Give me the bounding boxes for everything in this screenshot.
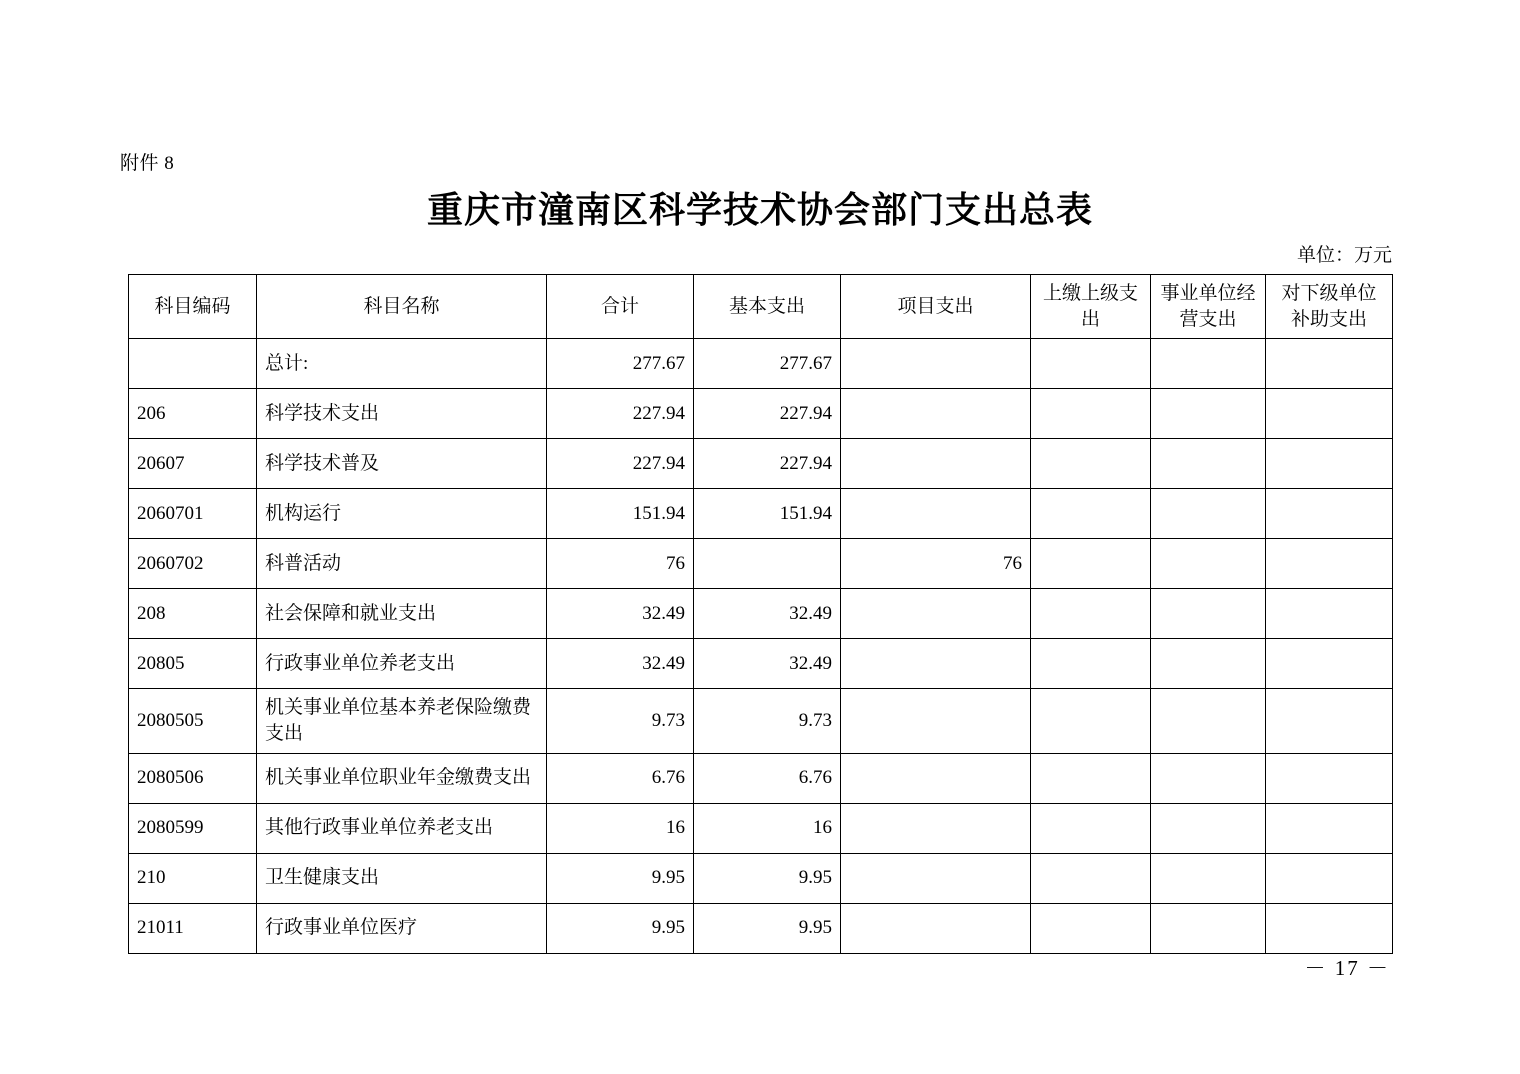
header-subject-code: 科目编码 bbox=[129, 275, 257, 339]
cell-basic-expenditure: 9.95 bbox=[694, 853, 841, 903]
cell-basic-expenditure: 151.94 bbox=[694, 489, 841, 539]
cell-basic-expenditure: 16 bbox=[694, 803, 841, 853]
cell-subsidy-lower-level bbox=[1266, 689, 1393, 753]
table-row bbox=[129, 489, 1393, 539]
cell-upper-level-payment bbox=[1031, 439, 1151, 489]
cell-subject-name: 科学技术支出 bbox=[257, 389, 547, 439]
cell-subject-name: 机关事业单位职业年金缴费支出 bbox=[257, 753, 547, 803]
cell-subsidy-lower-level bbox=[1266, 589, 1393, 639]
cell-upper-level-payment bbox=[1031, 689, 1151, 753]
header-upper-level-payment: 上缴上级支出 bbox=[1031, 275, 1151, 339]
cell-upper-level-payment bbox=[1031, 339, 1151, 389]
cell-total: 6.76 bbox=[547, 753, 694, 803]
cell-subsidy-lower-level bbox=[1266, 439, 1393, 489]
cell-project-expenditure bbox=[841, 639, 1031, 689]
cell-total: 227.94 bbox=[547, 389, 694, 439]
header-basic-expenditure: 基本支出 bbox=[694, 275, 841, 339]
cell-subject-code: 2060702 bbox=[129, 539, 257, 589]
cell-subject-code: 20805 bbox=[129, 639, 257, 689]
cell-business-operation bbox=[1151, 439, 1266, 489]
attachment-label: 附件 8 bbox=[120, 153, 175, 174]
cell-subject-name: 其他行政事业单位养老支出 bbox=[257, 803, 547, 853]
cell-upper-level-payment bbox=[1031, 853, 1151, 903]
table-row bbox=[129, 589, 1393, 639]
header-project-expenditure: 项目支出 bbox=[841, 275, 1031, 339]
cell-total: 151.94 bbox=[547, 489, 694, 539]
cell-upper-level-payment bbox=[1031, 903, 1151, 953]
cell-subject-code: 206 bbox=[129, 389, 257, 439]
unit-label: 单位：万元 bbox=[1296, 245, 1392, 266]
cell-total: 32.49 bbox=[547, 589, 694, 639]
cell-business-operation bbox=[1151, 853, 1266, 903]
cell-subject-code: 2060701 bbox=[129, 489, 257, 539]
cell-subsidy-lower-level bbox=[1266, 389, 1393, 439]
header-business-operation: 事业单位经营支出 bbox=[1151, 275, 1266, 339]
header-total: 合计 bbox=[547, 275, 694, 339]
cell-total: 9.73 bbox=[547, 689, 694, 753]
cell-total: 277.67 bbox=[547, 339, 694, 389]
cell-business-operation bbox=[1151, 589, 1266, 639]
cell-subsidy-lower-level bbox=[1266, 803, 1393, 853]
cell-total: 9.95 bbox=[547, 853, 694, 903]
cell-subject-code: 21011 bbox=[129, 903, 257, 953]
cell-basic-expenditure: 227.94 bbox=[694, 389, 841, 439]
table-header-row bbox=[129, 275, 1393, 339]
cell-subject-code: 208 bbox=[129, 589, 257, 639]
table-row bbox=[129, 639, 1393, 689]
cell-subject-code: 210 bbox=[129, 853, 257, 903]
cell-subject-code: 2080599 bbox=[129, 803, 257, 853]
cell-upper-level-payment bbox=[1031, 389, 1151, 439]
cell-subsidy-lower-level bbox=[1266, 539, 1393, 589]
table-row bbox=[129, 853, 1393, 903]
cell-business-operation bbox=[1151, 389, 1266, 439]
cell-total: 227.94 bbox=[547, 439, 694, 489]
cell-project-expenditure bbox=[841, 803, 1031, 853]
table-row bbox=[129, 439, 1393, 489]
cell-total: 32.49 bbox=[547, 639, 694, 689]
page-title: 重庆市潼南区科学技术协会部门支出总表 bbox=[426, 190, 1093, 230]
table-row bbox=[129, 753, 1393, 803]
table-row bbox=[129, 389, 1393, 439]
table-row bbox=[129, 539, 1393, 589]
cell-project-expenditure bbox=[841, 689, 1031, 753]
cell-subsidy-lower-level bbox=[1266, 489, 1393, 539]
cell-upper-level-payment bbox=[1031, 639, 1151, 689]
cell-basic-expenditure: 9.95 bbox=[694, 903, 841, 953]
cell-total: 9.95 bbox=[547, 903, 694, 953]
cell-total: 16 bbox=[547, 803, 694, 853]
table-body bbox=[129, 339, 1393, 953]
cell-upper-level-payment bbox=[1031, 753, 1151, 803]
cell-project-expenditure bbox=[841, 389, 1031, 439]
cell-subject-name: 卫生健康支出 bbox=[257, 853, 547, 903]
cell-subject-name: 机关事业单位基本养老保险缴费支出 bbox=[257, 689, 547, 753]
cell-subsidy-lower-level bbox=[1266, 753, 1393, 803]
cell-project-expenditure bbox=[841, 339, 1031, 389]
cell-upper-level-payment bbox=[1031, 539, 1151, 589]
header-subject-name: 科目名称 bbox=[257, 275, 547, 339]
cell-upper-level-payment bbox=[1031, 803, 1151, 853]
cell-subsidy-lower-level bbox=[1266, 903, 1393, 953]
table-row bbox=[129, 689, 1393, 753]
page-number: － 17 － bbox=[1304, 956, 1390, 980]
cell-basic-expenditure: 277.67 bbox=[694, 339, 841, 389]
cell-subsidy-lower-level bbox=[1266, 339, 1393, 389]
expenditure-table bbox=[128, 274, 1393, 954]
cell-project-expenditure bbox=[841, 589, 1031, 639]
cell-subject-name: 科普活动 bbox=[257, 539, 547, 589]
cell-business-operation bbox=[1151, 489, 1266, 539]
cell-subsidy-lower-level bbox=[1266, 853, 1393, 903]
table-row bbox=[129, 903, 1393, 953]
cell-project-expenditure bbox=[841, 853, 1031, 903]
cell-basic-expenditure: 9.73 bbox=[694, 689, 841, 753]
cell-subsidy-lower-level bbox=[1266, 639, 1393, 689]
cell-subject-name: 社会保障和就业支出 bbox=[257, 589, 547, 639]
cell-subject-name: 行政事业单位医疗 bbox=[257, 903, 547, 953]
cell-basic-expenditure: 227.94 bbox=[694, 439, 841, 489]
cell-subject-code: 20607 bbox=[129, 439, 257, 489]
cell-business-operation bbox=[1151, 339, 1266, 389]
cell-subject-name: 行政事业单位养老支出 bbox=[257, 639, 547, 689]
cell-subject-code bbox=[129, 339, 257, 389]
cell-subject-name: 科学技术普及 bbox=[257, 439, 547, 489]
cell-business-operation bbox=[1151, 803, 1266, 853]
cell-project-expenditure bbox=[841, 489, 1031, 539]
cell-project-expenditure bbox=[841, 903, 1031, 953]
cell-total: 76 bbox=[547, 539, 694, 589]
cell-basic-expenditure: 6.76 bbox=[694, 753, 841, 803]
table-row bbox=[129, 339, 1393, 389]
cell-business-operation bbox=[1151, 639, 1266, 689]
header-subsidy-lower-level: 对下级单位补助支出 bbox=[1266, 275, 1393, 339]
cell-business-operation bbox=[1151, 689, 1266, 753]
cell-business-operation bbox=[1151, 539, 1266, 589]
cell-basic-expenditure bbox=[694, 539, 841, 589]
table-row bbox=[129, 803, 1393, 853]
cell-basic-expenditure: 32.49 bbox=[694, 639, 841, 689]
cell-business-operation bbox=[1151, 753, 1266, 803]
cell-project-expenditure bbox=[841, 439, 1031, 489]
cell-basic-expenditure: 32.49 bbox=[694, 589, 841, 639]
cell-subject-name: 机构运行 bbox=[257, 489, 547, 539]
cell-subject-code: 2080505 bbox=[129, 689, 257, 753]
cell-subject-code: 2080506 bbox=[129, 753, 257, 803]
cell-upper-level-payment bbox=[1031, 589, 1151, 639]
cell-upper-level-payment bbox=[1031, 489, 1151, 539]
cell-project-expenditure: 76 bbox=[841, 539, 1031, 589]
cell-business-operation bbox=[1151, 903, 1266, 953]
cell-project-expenditure bbox=[841, 753, 1031, 803]
cell-subject-name: 总计: bbox=[257, 339, 547, 389]
